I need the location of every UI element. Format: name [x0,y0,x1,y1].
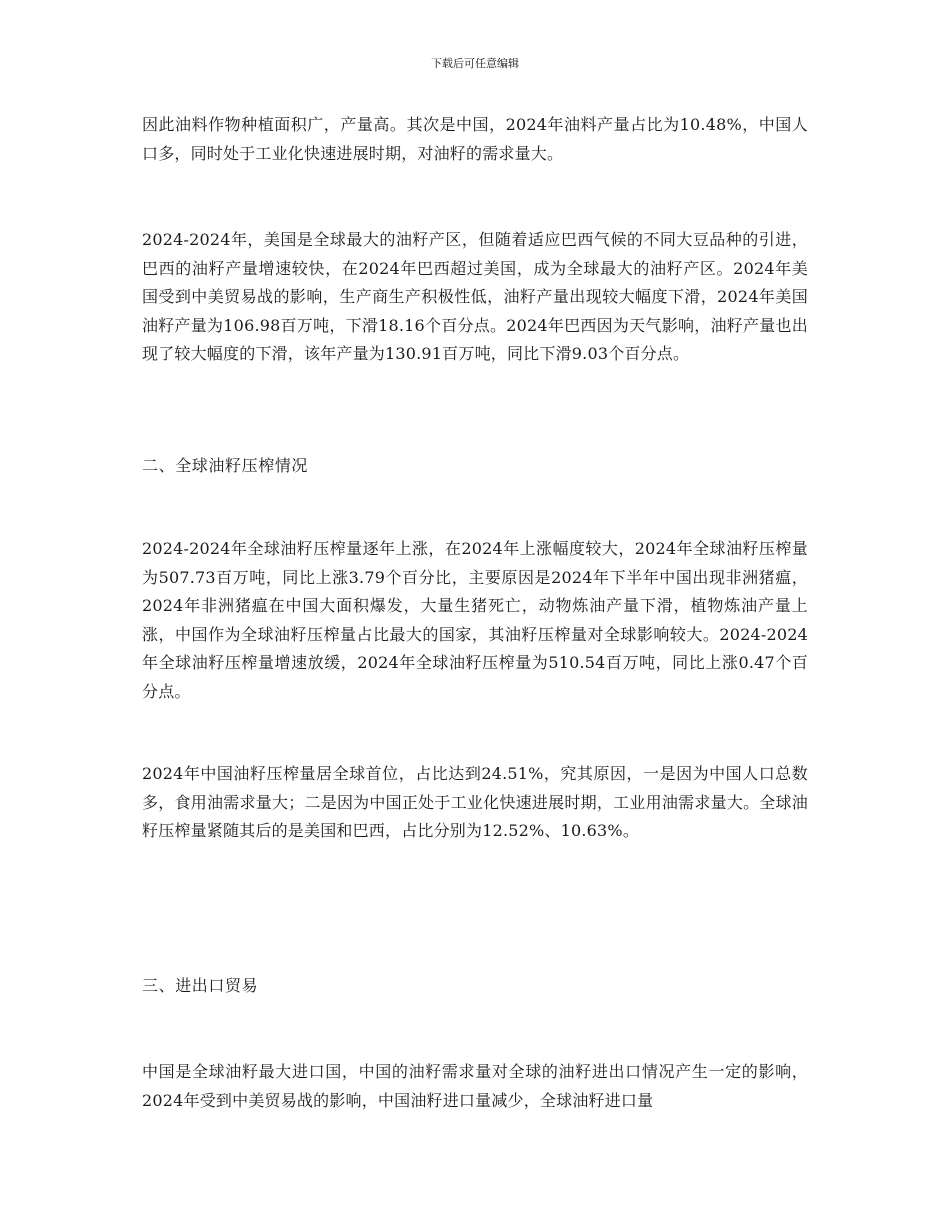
paragraph-global-crushing-volume: 2024-2024年全球油籽压榨量逐年上涨，在2024年上涨幅度较大，2024年全球油籽压榨量为507.73百万吨，同比上涨3.79个百分比，主要原因是2024年下半年中国出现非洲猪瘟，2024年非洲猪瘟在中国大面积爆发，大量生猪死亡，动物炼油产量下滑，植物炼油产量上涨，中国作为全球油籽压榨量占比最大的国家，其油籽压榨量对全球影响较大。2024-2024年全球油籽压榨量增速放缓，2024年全球油籽压榨量为510.54百万吨，同比上涨0.47个百分点。 [142,539,808,701]
paragraph-oilseed-production-share: 因此油料作物种植面积广，产量高。其次是中国，2024年油料产量占比为10.48%，中国人口多，同时处于工业化快速进展时期，对油籽的需求量大。 [142,115,808,163]
page-header: 下载后可任意编辑 [431,57,519,70]
section-heading-trade: 三、进出口贸易 [142,976,259,995]
paragraph-us-brazil-production: 2024-2024年，美国是全球最大的油籽产区，但随着适应巴西气候的不同大豆品种的引进，巴西的油籽产量增速较快，在2024年巴西超过美国，成为全球最大的油籽产区。2024年美国受到中美贸易战的影响，生产商生产积极性低，油籽产量出现较大幅度下滑，2024年美国油籽产量为106.98百万吨，下滑18.16个百分点。2024年巴西因为天气影响，油籽产量也出现了较大幅度的下滑，该年产量为130.91百万吨，同比下滑9.03个百分点。 [142,230,808,364]
paragraph-china-crushing-share: 2024年中国油籽压榨量居全球首位，占比达到24.51%，究其原因，一是因为中国人口总数多，食用油需求量大；二是因为中国正处于工业化快速进展时期，工业用油需求量大。全球油籽压榨量紧随其后的是美国和巴西，占比分别为12.52%、10.63%。 [142,764,808,841]
paragraph-import-export: 中国是全球油籽最大进口国，中国的油籽需求量对全球的油籽进出口情况产生一定的影响，2024年受到中美贸易战的影响，中国油籽进口量减少，全球油籽进口量 [142,1062,808,1110]
section-heading-crushing: 二、全球油籽压榨情况 [142,456,309,475]
